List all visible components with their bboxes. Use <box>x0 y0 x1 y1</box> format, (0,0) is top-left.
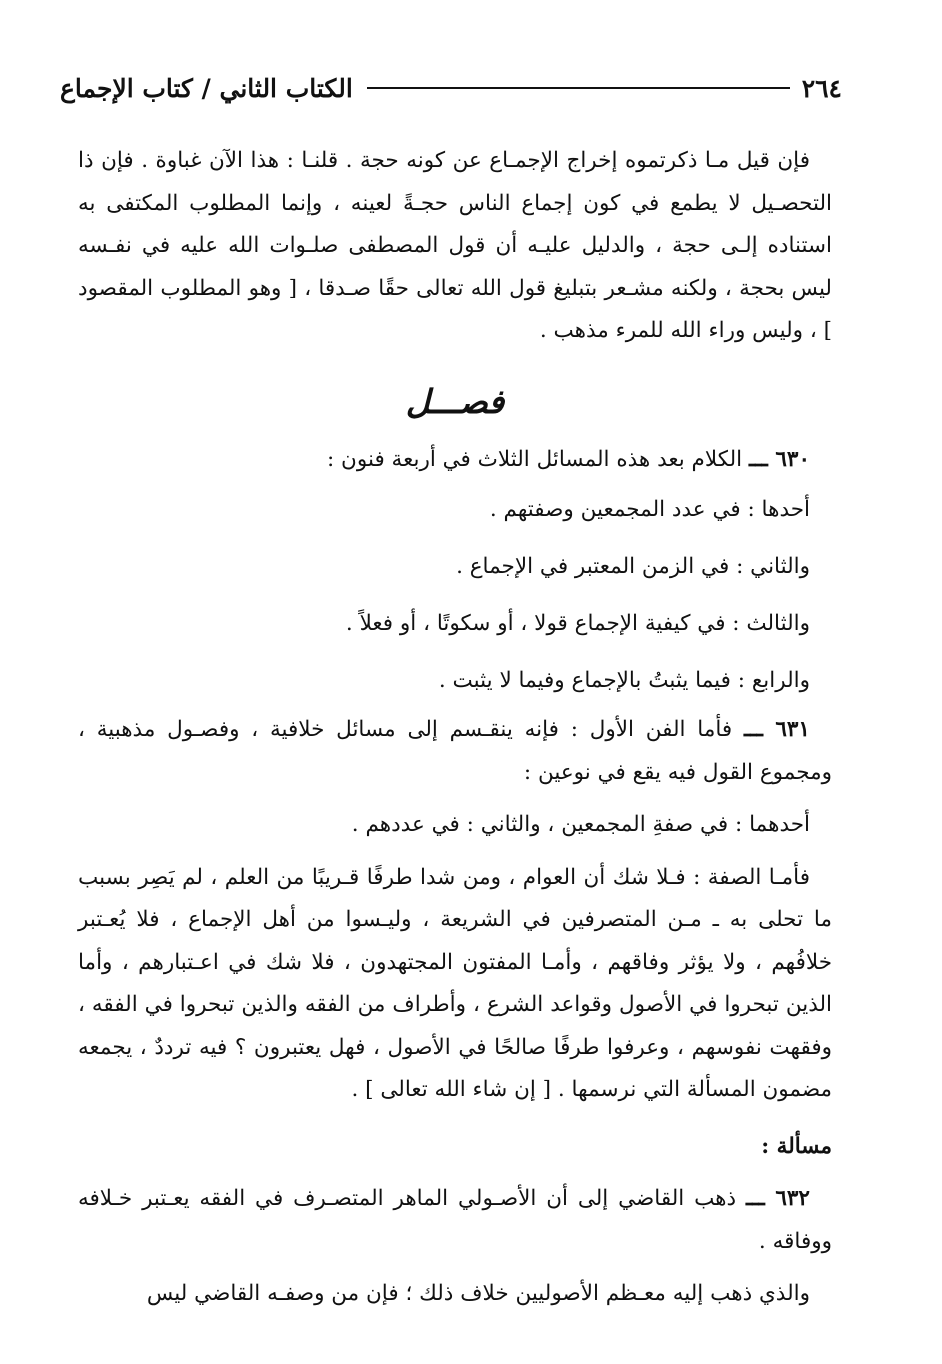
main-text <box>78 140 832 1316</box>
paragraph-text: ذهب القاضي إلى أن الأصـولي الماهر المتصـرف في الفقه يعـتبر خـلافه ووفاقه . <box>78 1186 832 1254</box>
running-title: الكتاب الثاني / كتاب الإجماع <box>60 73 353 103</box>
page-number: ٢٦٤ <box>801 73 842 103</box>
list-item: والثالث : في كيفية الإجماع قولا ، أو سكوتًا ، أو فعلاً . <box>345 611 810 636</box>
list-item: أحدها : في عدد المجمعين وصفتهم . <box>489 497 810 522</box>
paragraph-number: ٦٣١ ـــ <box>744 717 810 742</box>
last-line: والذي ذهب إليه معـظم الأصوليين خلاف ذلك ؛ فإن من وصفـه القاضي ليس <box>146 1281 810 1306</box>
paragraph-630 <box>78 439 832 482</box>
paragraph-number: ٦٣٢ ـــ <box>745 1186 810 1211</box>
paragraph-text: فأما الفن الأول : فإنه ينقـسم إلى مسائل خلافية ، وفصـول مذهبية ، ومجموع القول فيه يقع في نوعين : <box>78 717 832 785</box>
paragraph-631 <box>78 709 832 794</box>
paragraph-text: الكلام بعد هذه المسائل الثلاث في أربعة فنون : <box>326 446 743 472</box>
paragraph-632 <box>78 1178 832 1263</box>
intro-paragraph: فإن قيل مـا ذكرتموه إخراج الإجمـاع عن كونه حجة . قلنـا : هذا الآن غباوة . فإن ذا التحصـيل لا يطمع في كون إجماع الناس حجـةً لعينه ، وإنما المطلوب المكتفى به استناده إلـى حجة ، والدليل عليـه أن قول المصطفى صلـوات الله عليه في نفـسه ليس بحجة ، ولكنه مشـعر بتبليغ قول الله تعالى حقًا صـدقا ، [ وهو المطلوب المقصود ] ، وليس وراء الله للمرء مذهب . <box>78 148 832 343</box>
paragraph-631-sub: أحدهما : في صفةِ المجمعين ، والثاني : في عددهم . <box>351 812 810 837</box>
header-rule <box>367 87 790 89</box>
question-label: مسألة : <box>761 1133 832 1159</box>
paragraph-631-body: فأمـا الصفة : فـلا شك أن العوام ، ومن شدا طرفًا قـريبًا من العلم ، لم يَصِر بسبب ما تحلى به ـ مـن المتصرفين في الشريعة ، وليـسوا من أهل الإجماع ، فلا يُعـتبر خلافُهم ، ولا يؤثر وفاقهم ، وأمـا المفتون المجتهدون ، فلا شك في اعـتبارهم ، وأما الذين تبحروا في الأصول وقواعد الشرع ، وأطراف من الفقه والذين تبحروا في الفقه ، وفقهت نفوسهم ، وعرفوا طرفًا صالحًا في الأصول ، فهل يعتبرون ؟ فيه ترددٌ ، يجمعه مضمون المسألة التي نرسمها . [ إن شاء الله تعالى ] . <box>78 864 832 1102</box>
paragraph-number: ٦٣٠ ـــ <box>748 446 810 472</box>
section-heading: فصـــل <box>405 381 505 421</box>
list-item: والرابع : فيما يثبتُ بالإجماع وفيما لا يثبت . <box>438 668 810 693</box>
page-header <box>60 68 842 108</box>
list-item: والثاني : في الزمن المعتبر في الإجماع . <box>456 554 810 579</box>
